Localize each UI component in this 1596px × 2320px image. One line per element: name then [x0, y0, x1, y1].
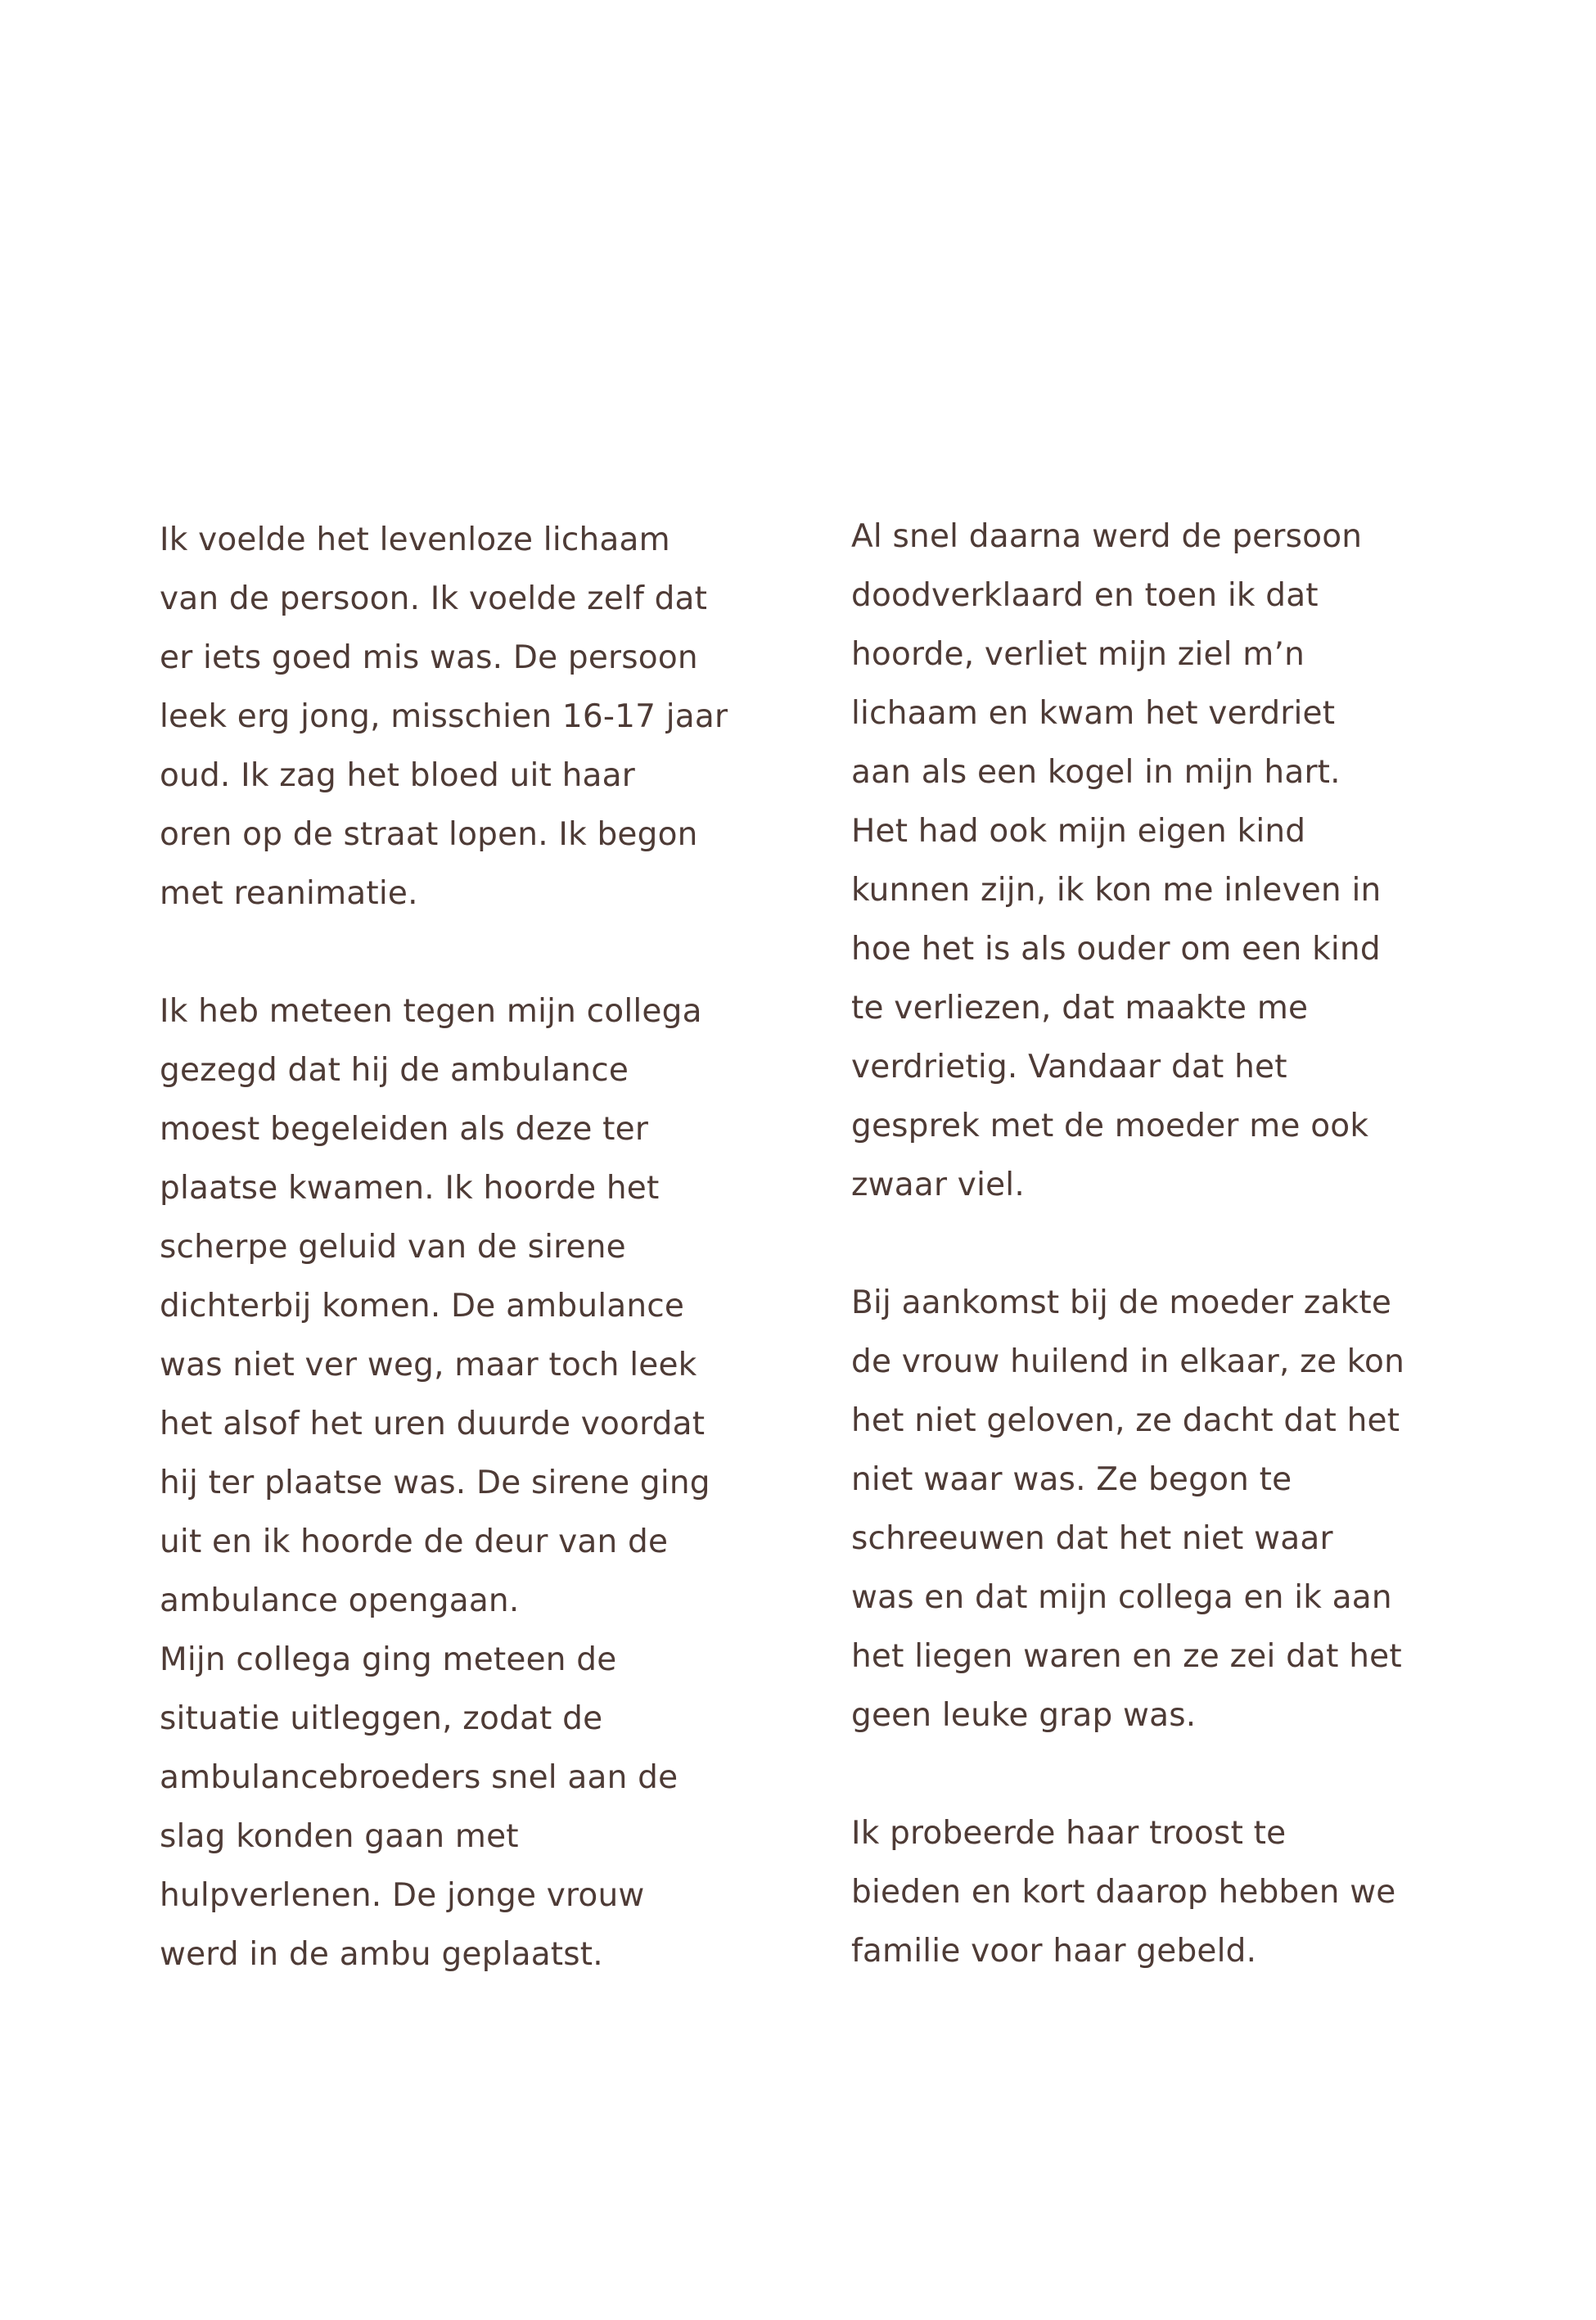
text-line: de vrouw huilend in elkaar, ze kon — [851, 1343, 1404, 1380]
text-line: leek erg jong, misschien 16-17 jaar — [160, 698, 728, 735]
text-line: het liegen waren en ze zei dat het — [851, 1638, 1402, 1675]
paragraph-break — [851, 1745, 1490, 1804]
text-line: situatie uitleggen, zodat de — [160, 1700, 603, 1737]
text-line: hoe het is als ouder om een kind — [851, 931, 1381, 968]
text-line: Al snel daarna werd de persoon — [851, 518, 1363, 555]
text-line: familie voor haar gebeld. — [851, 1933, 1257, 1970]
text-line: slag konden gaan met — [160, 1818, 519, 1855]
left-text-column — [160, 511, 782, 1984]
text-line: het alsof het uren duurde voordat — [160, 1406, 706, 1442]
text-line: hulpverlenen. De jonge vrouw — [160, 1877, 645, 1914]
text-line: hoorde, verliet mijn ziel m’n — [851, 636, 1305, 673]
text-line: werd in de ambu geplaatst. — [160, 1936, 603, 1973]
right-text-column — [851, 508, 1490, 1981]
text-line: met reanimatie. — [160, 875, 418, 912]
text-line: geen leuke grap was. — [851, 1697, 1197, 1734]
text-line: plaatse kwamen. Ik hoorde het — [160, 1170, 660, 1207]
text-line: uit en ik hoorde de deur van de — [160, 1523, 669, 1560]
text-line: bieden en kort daarop hebben we — [851, 1874, 1396, 1911]
text-line: ambulance opengaan. — [160, 1582, 520, 1619]
text-line: het niet geloven, ze dacht dat het — [851, 1402, 1400, 1439]
text-line: dichterbij komen. De ambulance — [160, 1288, 685, 1325]
text-line: zwaar viel. — [851, 1167, 1025, 1203]
paragraph-break — [851, 1215, 1490, 1274]
text-line: oren op de straat lopen. Ik begon — [160, 816, 698, 853]
text-line: doodverklaard en toen ik dat — [851, 577, 1319, 614]
text-line: van de persoon. Ik voelde zelf dat — [160, 580, 708, 617]
text-line: kunnen zijn, ik kon me inleven in — [851, 872, 1382, 909]
paragraph-break — [160, 923, 782, 982]
text-line: Bij aankomst bij de moeder zakte — [851, 1284, 1392, 1321]
text-line: Ik voelde het levenloze lichaam — [160, 521, 670, 558]
text-line: verdrietig. Vandaar dat het — [851, 1049, 1287, 1086]
text-line: Ik heb meteen tegen mijn collega — [160, 993, 702, 1030]
text-line: moest begeleiden als deze ter — [160, 1111, 649, 1148]
text-line: was en dat mijn collega en ik aan — [851, 1579, 1392, 1616]
text-line: schreeuwen dat het niet waar — [851, 1520, 1333, 1557]
text-line: scherpe geluid van de sirene — [160, 1229, 626, 1266]
text-line: Ik probeerde haar troost te — [851, 1815, 1287, 1852]
text-line: gezegd dat hij de ambulance — [160, 1052, 629, 1089]
text-line: Het had ook mijn eigen kind — [851, 813, 1306, 850]
text-line: niet waar was. Ze begon te — [851, 1461, 1292, 1498]
text-line: gesprek met de moeder me ook — [851, 1108, 1369, 1144]
text-line: ambulancebroeders snel aan de — [160, 1759, 679, 1796]
text-line: aan als een kogel in mijn hart. — [851, 754, 1341, 791]
text-line: was niet ver weg, maar toch leek — [160, 1347, 697, 1383]
text-line: oud. Ik zag het bloed uit haar — [160, 757, 635, 794]
text-line: te verliezen, dat maakte me — [851, 990, 1309, 1027]
text-line: er iets goed mis was. De persoon — [160, 639, 698, 676]
text-line: lichaam en kwam het verdriet — [851, 695, 1336, 732]
text-line: hij ter plaatse was. De sirene ging — [160, 1465, 710, 1501]
text-line: Mijn collega ging meteen de — [160, 1641, 617, 1678]
